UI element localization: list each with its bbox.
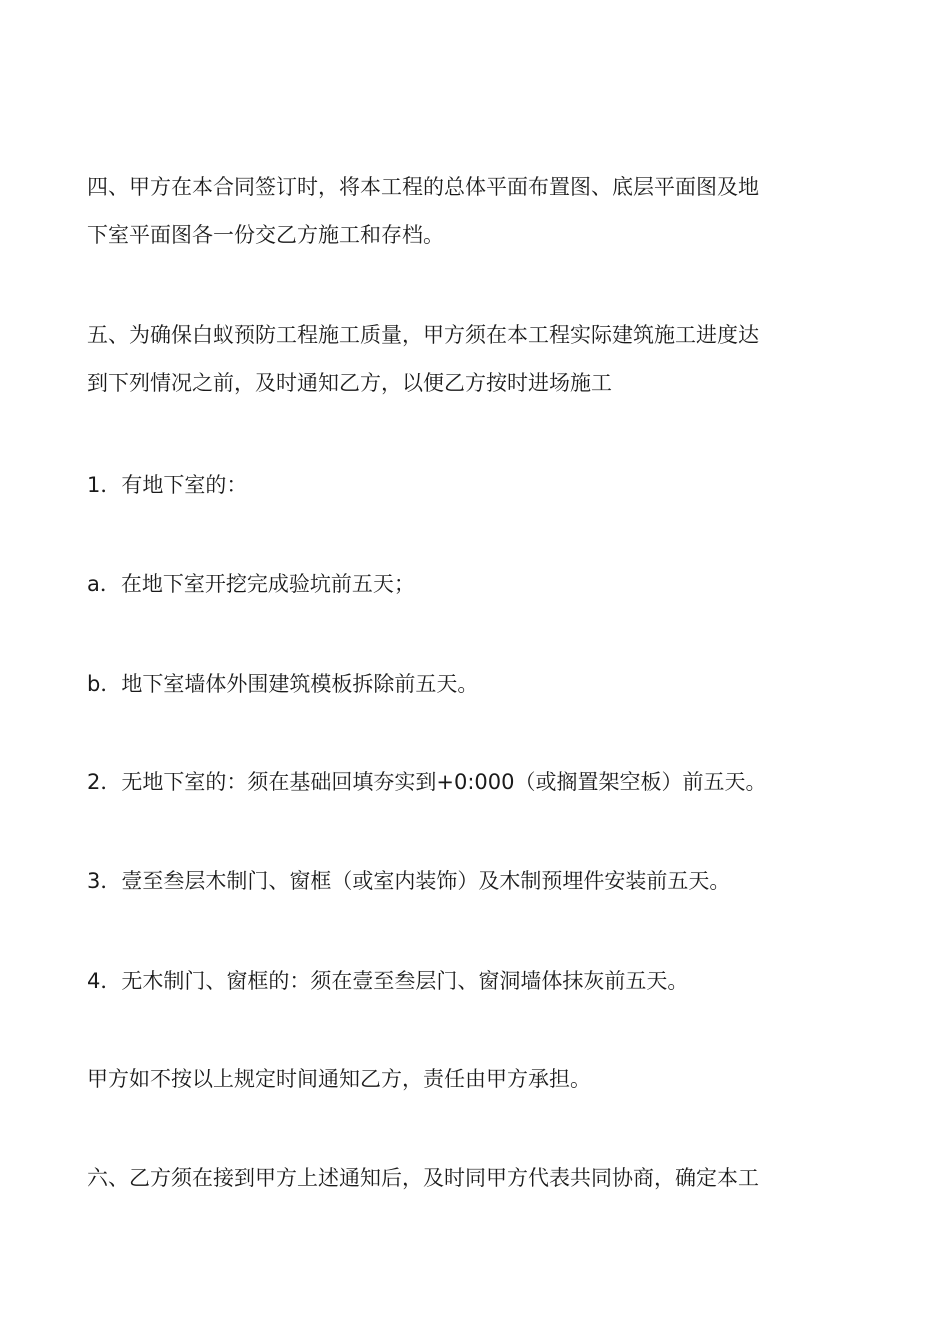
text-line: b．地下室墙体外围建筑模板拆除前五天。: [87, 672, 479, 696]
text-line: 四、甲方在本合同签订时，将本工程的总体平面布置图、底层平面图及地: [87, 175, 759, 199]
liability-paragraph: [87, 1055, 877, 1103]
item-3-paragraph: [87, 857, 877, 905]
clause-6-paragraph: [87, 1154, 877, 1202]
item-4-paragraph: [87, 957, 877, 1005]
item-1-paragraph: [87, 461, 877, 509]
text-line: 五、为确保白蚁预防工程施工质量，甲方须在本工程实际建筑施工进度达: [87, 323, 759, 347]
text-line: 下室平面图各一份交乙方施工和存档。: [87, 223, 444, 247]
text-line: 六、乙方须在接到甲方上述通知后，及时同甲方代表共同协商，确定本工: [87, 1166, 759, 1190]
item-a-paragraph: [87, 560, 877, 608]
text-line: 3．壹至叁层木制门、窗框（或室内装饰）及木制预埋件安装前五天。: [87, 869, 731, 893]
text-line: 到下列情况之前，及时通知乙方，以便乙方按时进场施工: [87, 371, 612, 395]
text-line: 4．无木制门、窗框的：须在壹至叁层门、窗洞墙体抹灰前五天。: [87, 969, 689, 993]
text-line: 甲方如不按以上规定时间通知乙方，责任由甲方承担。: [87, 1067, 591, 1091]
item-b-paragraph: [87, 660, 877, 708]
text-line: a．在地下室开挖完成验坑前五天；: [87, 572, 415, 596]
text-line: 2．无地下室的：须在基础回填夯实到+0:000（或搁置架空板）前五天。: [87, 770, 767, 794]
text-line: 1．有地下室的：: [87, 473, 248, 497]
clause-4-paragraph: [87, 163, 877, 259]
item-2-paragraph: [87, 758, 877, 806]
clause-5-paragraph: [87, 311, 877, 407]
